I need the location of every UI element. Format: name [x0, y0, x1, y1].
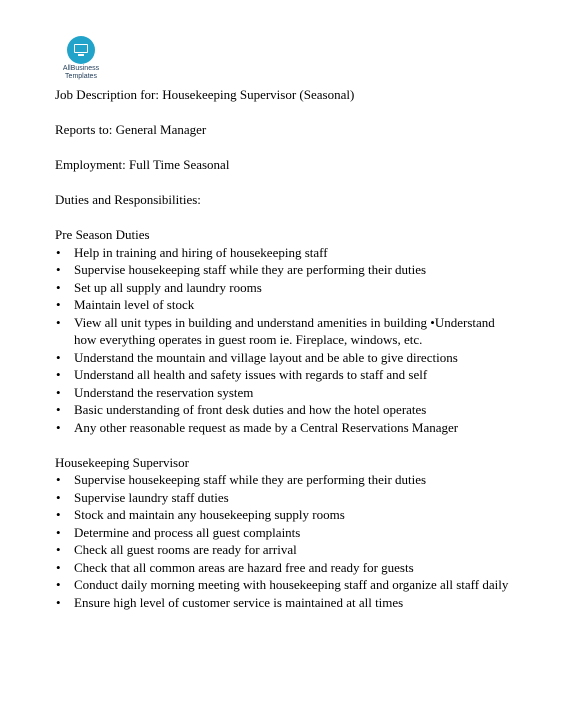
list-item: • Check that all common areas are hazard free and ready for guests — [55, 559, 515, 577]
list-item: • Understand the reservation system — [55, 384, 515, 402]
pre-season-title: Pre Season Duties — [55, 227, 150, 242]
housekeeping-supervisor-list — [55, 471, 515, 611]
logo — [58, 36, 104, 81]
list-item: • View all unit types in building and understand amenities in building •Understand how everything operates in guest room ie. Fireplace, windows, etc. — [55, 314, 515, 349]
employment-type: Employment: Full Time Seasonal — [55, 157, 230, 172]
job-description-title: Job Description for: Housekeeping Supervisor (Seasonal) — [55, 87, 355, 102]
list-item: • Supervise laundry staff duties — [55, 489, 515, 507]
list-item: • Ensure high level of customer service is maintained at all times — [55, 594, 515, 612]
list-item: • Any other reasonable request as made by a Central Reservations Manager — [55, 419, 515, 437]
logo-line-2: Templates — [65, 73, 97, 80]
list-item: • Supervise housekeeping staff while they are performing their duties — [55, 471, 515, 489]
housekeeping-supervisor-title: Housekeeping Supervisor — [55, 454, 189, 470]
list-item: • Determine and process all guest complaints — [55, 524, 515, 542]
monitor-icon — [67, 36, 95, 64]
list-item: • Conduct daily morning meeting with housekeeping staff and organize all staff daily — [55, 576, 515, 594]
logo-text — [58, 65, 104, 81]
logo-line-1: AllBusiness — [62, 65, 100, 72]
list-item: • Understand the mountain and village layout and be able to give directions — [55, 349, 515, 367]
reports-to: Reports to: General Manager — [55, 122, 207, 137]
list-item: • Help in training and hiring of housekeeping staff — [55, 244, 515, 262]
list-item: • Set up all supply and laundry rooms — [55, 279, 515, 297]
list-item: • Basic understanding of front desk duties and how the hotel operates — [55, 401, 515, 419]
list-item: • Supervise housekeeping staff while they are performing their duties — [55, 261, 515, 279]
list-item: • Understand all health and safety issues with regards to staff and self — [55, 366, 515, 384]
list-item: • Check all guest rooms are ready for arrival — [55, 541, 515, 559]
list-item: • Stock and maintain any housekeeping supply rooms — [55, 506, 515, 524]
duties-heading: Duties and Responsibilities: — [55, 192, 201, 207]
list-item: • Maintain level of stock — [55, 296, 515, 314]
pre-season-list — [55, 244, 515, 437]
document-body — [55, 86, 515, 629]
